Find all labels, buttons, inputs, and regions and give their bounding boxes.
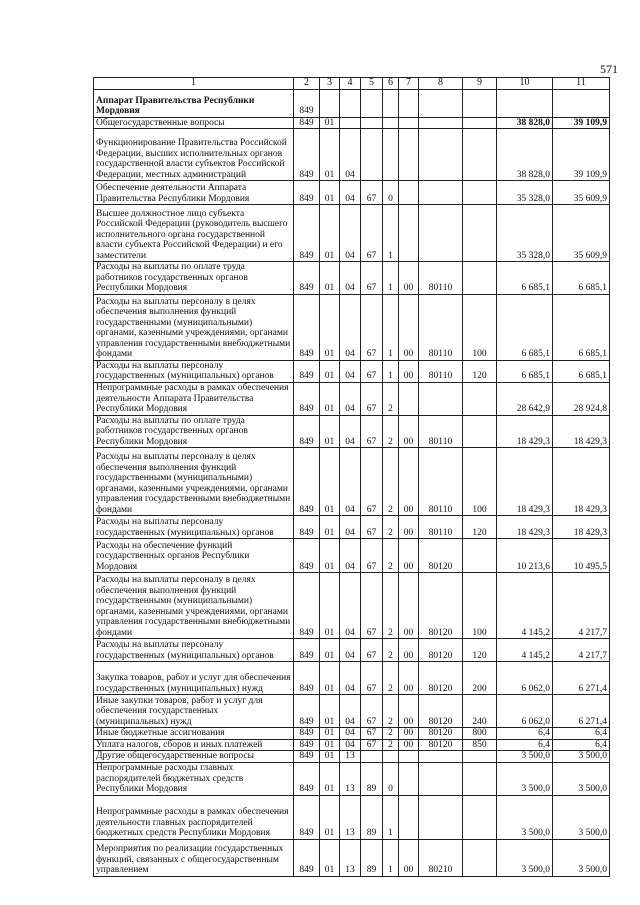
cell-gov-code: 849 (294, 448, 320, 516)
cell-direction (399, 795, 419, 839)
cell-program (361, 117, 383, 129)
column-header-5: 5 (361, 78, 383, 90)
cell-section: 01 (320, 181, 340, 205)
row-name: Уплата налогов, сборов и иных платежей (94, 739, 294, 751)
cell-subsection: 04 (340, 360, 361, 382)
cell-subprogram: 1 (383, 839, 399, 876)
cell-type-code (463, 89, 497, 117)
cell-direction (399, 751, 419, 763)
cell-subsection (340, 117, 361, 129)
cell-amount-year-2: 3 500,0 (553, 751, 610, 763)
cell-section: 01 (320, 839, 340, 876)
header-row (94, 78, 610, 90)
cell-section: 01 (320, 294, 340, 360)
cell-section: 01 (320, 415, 340, 448)
cell-section: 01 (320, 205, 340, 262)
row-name: Расходы на выплаты персоналу государственных (муниципальных) органов (94, 516, 294, 539)
cell-program: 67 (361, 360, 383, 382)
cell-subprogram: 2 (383, 539, 399, 573)
cell-subsection: 04 (340, 181, 361, 205)
table-row (94, 728, 610, 740)
cell-gov-code: 849 (294, 415, 320, 448)
column-header-8: 8 (419, 78, 463, 90)
table-row (94, 181, 610, 205)
cell-gov-code: 849 (294, 728, 320, 740)
row-name: Расходы на выплаты персоналу государственных (муниципальных) органов (94, 639, 294, 662)
cell-section: 01 (320, 539, 340, 573)
cell-amount-year-1: 18 429,3 (497, 448, 553, 516)
cell-subprogram (383, 117, 399, 129)
column-header-6: 6 (383, 78, 399, 90)
cell-program: 67 (361, 205, 383, 262)
cell-program: 67 (361, 728, 383, 740)
cell-type-code (463, 415, 497, 448)
row-name: Расходы на выплаты персоналу в целях обеспечения выполнения функций государственными (муниципальными) органами, казенными учреждениями, органами управления государственными внебюджетными фондами (94, 573, 294, 639)
cell-amount-year-2: 10 495,5 (553, 539, 610, 573)
cell-amount-year-1: 3 500,0 (497, 795, 553, 839)
cell-direction: 00 (399, 695, 419, 728)
cell-section: 01 (320, 382, 340, 415)
cell-program: 89 (361, 795, 383, 839)
cell-program: 67 (361, 415, 383, 448)
column-header-3: 3 (320, 78, 340, 90)
cell-expense-code: 80120 (419, 728, 463, 740)
cell-section: 01 (320, 762, 340, 795)
cell-expense-code (419, 117, 463, 129)
table-row (94, 739, 610, 751)
cell-type-code: 120 (463, 516, 497, 539)
cell-subsection: 04 (340, 573, 361, 639)
cell-amount-year-2: 35 609,9 (553, 205, 610, 262)
cell-type-code: 240 (463, 695, 497, 728)
cell-direction (399, 117, 419, 129)
cell-gov-code: 849 (294, 695, 320, 728)
cell-direction: 00 (399, 639, 419, 662)
cell-subprogram: 0 (383, 181, 399, 205)
table-row (94, 89, 610, 117)
cell-type-code: 100 (463, 294, 497, 360)
cell-program: 67 (361, 516, 383, 539)
cell-subsection: 04 (340, 294, 361, 360)
table-row (94, 762, 610, 795)
cell-program (361, 89, 383, 117)
cell-amount-year-1: 35 328,0 (497, 181, 553, 205)
cell-type-code (463, 205, 497, 262)
table-row (94, 751, 610, 763)
row-name: Мероприятия по реализации государственных функций, связанных с общегосударственным управлением (94, 839, 294, 876)
cell-subsection: 04 (340, 739, 361, 751)
cell-gov-code: 849 (294, 573, 320, 639)
row-name: Иные закупки товаров, работ и услуг для обеспечения государственных (муниципальных) нужд (94, 695, 294, 728)
cell-program: 89 (361, 762, 383, 795)
row-name: Иные бюджетные ассигнования (94, 728, 294, 740)
cell-gov-code: 849 (294, 739, 320, 751)
cell-expense-code (419, 751, 463, 763)
cell-subprogram: 2 (383, 728, 399, 740)
cell-amount-year-2: 35 609,9 (553, 181, 610, 205)
table-row (94, 662, 610, 695)
cell-amount-year-1: 35 328,0 (497, 205, 553, 262)
cell-subprogram: 1 (383, 262, 399, 295)
cell-section: 01 (320, 573, 340, 639)
cell-direction (399, 129, 419, 181)
row-name: Расходы на выплаты по оплате труда работников государственных органов Республики Мордовия (94, 415, 294, 448)
cell-expense-code: 80120 (419, 739, 463, 751)
cell-section: 01 (320, 728, 340, 740)
cell-subsection: 13 (340, 762, 361, 795)
cell-amount-year-1 (497, 89, 553, 117)
cell-subsection: 04 (340, 415, 361, 448)
cell-subprogram: 2 (383, 415, 399, 448)
cell-gov-code: 849 (294, 639, 320, 662)
cell-amount-year-2: 39 109,9 (553, 129, 610, 181)
cell-section (320, 89, 340, 117)
row-name: Расходы на выплаты персоналу государственных (муниципальных) органов (94, 360, 294, 382)
cell-program (361, 129, 383, 181)
table-row (94, 695, 610, 728)
cell-type-code: 100 (463, 573, 497, 639)
cell-subprogram (383, 129, 399, 181)
cell-program (361, 751, 383, 763)
table-row (94, 795, 610, 839)
cell-expense-code (419, 382, 463, 415)
table-row (94, 205, 610, 262)
cell-expense-code (419, 89, 463, 117)
cell-amount-year-2: 6 685,1 (553, 360, 610, 382)
cell-subprogram: 2 (383, 516, 399, 539)
cell-section: 01 (320, 662, 340, 695)
row-name: Непрограммные расходы главных распорядителей бюджетных средств Республики Мордовия (94, 762, 294, 795)
cell-subprogram: 1 (383, 795, 399, 839)
cell-amount-year-1: 6 062,0 (497, 695, 553, 728)
column-header-10: 10 (497, 78, 553, 90)
cell-amount-year-1: 3 500,0 (497, 762, 553, 795)
column-header-7: 7 (399, 78, 419, 90)
cell-subsection: 13 (340, 839, 361, 876)
cell-expense-code: 80120 (419, 695, 463, 728)
cell-gov-code: 849 (294, 294, 320, 360)
cell-direction: 00 (399, 573, 419, 639)
column-header-4: 4 (340, 78, 361, 90)
cell-gov-code: 849 (294, 762, 320, 795)
cell-section: 01 (320, 639, 340, 662)
cell-subsection: 13 (340, 751, 361, 763)
table-row (94, 539, 610, 573)
cell-direction: 00 (399, 360, 419, 382)
cell-subprogram: 1 (383, 294, 399, 360)
cell-amount-year-1: 3 500,0 (497, 751, 553, 763)
cell-expense-code (419, 205, 463, 262)
cell-program: 67 (361, 739, 383, 751)
cell-type-code (463, 751, 497, 763)
cell-amount-year-2: 18 429,3 (553, 415, 610, 448)
cell-gov-code: 849 (294, 662, 320, 695)
cell-amount-year-1: 4 145,2 (497, 639, 553, 662)
cell-amount-year-1: 38 828,0 (497, 117, 553, 129)
row-name: Высшее должностное лицо субъекта Российской Федерации (руководитель высшего исполнительного органа государственной власти субъекта Российской Федерации) и его заместители (94, 205, 294, 262)
cell-type-code: 120 (463, 639, 497, 662)
table-row (94, 415, 610, 448)
cell-amount-year-1: 6 062,0 (497, 662, 553, 695)
cell-amount-year-2: 6,4 (553, 739, 610, 751)
cell-amount-year-2: 4 217,7 (553, 573, 610, 639)
cell-direction: 00 (399, 739, 419, 751)
cell-program: 67 (361, 539, 383, 573)
cell-amount-year-1: 10 213,6 (497, 539, 553, 573)
cell-subsection: 04 (340, 382, 361, 415)
table-row (94, 262, 610, 295)
cell-direction: 00 (399, 448, 419, 516)
cell-subsection: 04 (340, 639, 361, 662)
cell-program: 89 (361, 839, 383, 876)
cell-section: 01 (320, 448, 340, 516)
cell-subsection: 13 (340, 795, 361, 839)
cell-program: 67 (361, 448, 383, 516)
cell-direction (399, 382, 419, 415)
cell-section: 01 (320, 117, 340, 129)
cell-subprogram (383, 751, 399, 763)
cell-section: 01 (320, 751, 340, 763)
cell-expense-code: 80120 (419, 539, 463, 573)
cell-gov-code: 849 (294, 129, 320, 181)
table-row (94, 639, 610, 662)
cell-gov-code: 849 (294, 262, 320, 295)
cell-section: 01 (320, 695, 340, 728)
cell-direction: 00 (399, 839, 419, 876)
cell-gov-code: 849 (294, 360, 320, 382)
cell-expense-code: 80110 (419, 262, 463, 295)
cell-amount-year-2: 6 271,4 (553, 695, 610, 728)
cell-subsection: 04 (340, 205, 361, 262)
cell-subsection: 04 (340, 695, 361, 728)
cell-subsection: 04 (340, 539, 361, 573)
table-row (94, 516, 610, 539)
cell-gov-code: 849 (294, 117, 320, 129)
row-name: Расходы на выплаты персоналу в целях обеспечения выполнения функций государственными (муниципальными) органами, казенными учреждениями, органами управления государственными внебюджетными фондами (94, 294, 294, 360)
cell-amount-year-1: 4 145,2 (497, 573, 553, 639)
cell-subprogram: 2 (383, 662, 399, 695)
row-name: Непрограммные расходы в рамках обеспечения деятельности главных распорядителей бюджетных средств Республики Мордовия (94, 795, 294, 839)
cell-section: 01 (320, 739, 340, 751)
cell-amount-year-2: 3 500,0 (553, 839, 610, 876)
cell-subsection: 04 (340, 662, 361, 695)
cell-program: 67 (361, 294, 383, 360)
row-name: Обеспечение деятельности Аппарата Правительства Республики Мордовия (94, 181, 294, 205)
cell-section: 01 (320, 360, 340, 382)
cell-subprogram: 2 (383, 695, 399, 728)
row-name: Расходы на выплаты по оплате труда работников государственных органов Республики Мордовия (94, 262, 294, 295)
cell-type-code: 850 (463, 739, 497, 751)
column-header-11: 11 (553, 78, 610, 90)
column-header-1: 1 (94, 78, 294, 90)
cell-amount-year-1: 28 642,9 (497, 382, 553, 415)
cell-amount-year-2: 28 924,8 (553, 382, 610, 415)
cell-amount-year-2: 4 217,7 (553, 639, 610, 662)
table-row (94, 294, 610, 360)
cell-amount-year-2: 6 685,1 (553, 294, 610, 360)
cell-gov-code: 849 (294, 181, 320, 205)
cell-direction (399, 181, 419, 205)
cell-gov-code: 849 (294, 89, 320, 117)
cell-program: 67 (361, 695, 383, 728)
table-row (94, 448, 610, 516)
table-row (94, 839, 610, 876)
cell-type-code: 120 (463, 360, 497, 382)
cell-expense-code: 80120 (419, 662, 463, 695)
row-name: Другие общегосударственные вопросы (94, 751, 294, 763)
cell-amount-year-2: 6,4 (553, 728, 610, 740)
table-row (94, 360, 610, 382)
cell-expense-code: 80110 (419, 294, 463, 360)
cell-type-code (463, 181, 497, 205)
cell-subsection (340, 89, 361, 117)
cell-amount-year-2: 3 500,0 (553, 762, 610, 795)
cell-subprogram: 2 (383, 573, 399, 639)
cell-subsection: 04 (340, 448, 361, 516)
row-name: Общегосударственные вопросы (94, 117, 294, 129)
cell-amount-year-1: 6,4 (497, 728, 553, 740)
row-name: Аппарат Правительства Республики Мордовия (94, 89, 294, 117)
cell-subsection: 04 (340, 262, 361, 295)
cell-section: 01 (320, 795, 340, 839)
cell-subsection: 04 (340, 516, 361, 539)
cell-gov-code: 849 (294, 839, 320, 876)
cell-type-code (463, 839, 497, 876)
row-name: Закупка товаров, работ и услуг для обеспечения государственных (муниципальных) нужд (94, 662, 294, 695)
table-row (94, 382, 610, 415)
cell-section: 01 (320, 129, 340, 181)
cell-subprogram (383, 89, 399, 117)
cell-type-code (463, 539, 497, 573)
row-name: Расходы на обеспечение функций государственных органов Республики Мордовия (94, 539, 294, 573)
cell-section: 01 (320, 516, 340, 539)
column-header-9: 9 (463, 78, 497, 90)
cell-program: 67 (361, 262, 383, 295)
cell-direction: 00 (399, 539, 419, 573)
cell-subsection: 04 (340, 129, 361, 181)
cell-direction (399, 762, 419, 795)
cell-amount-year-2: 6 685,1 (553, 262, 610, 295)
cell-subprogram: 1 (383, 205, 399, 262)
cell-subprogram: 2 (383, 382, 399, 415)
cell-amount-year-2: 3 500,0 (553, 795, 610, 839)
row-name: Расходы на выплаты персоналу в целях обеспечения выполнения функций государственными (муниципальными) органами, казенными учреждениями, органами управления государственными внебюджетными фондами (94, 448, 294, 516)
cell-direction: 00 (399, 662, 419, 695)
cell-amount-year-1: 18 429,3 (497, 516, 553, 539)
cell-program: 67 (361, 181, 383, 205)
cell-program: 67 (361, 382, 383, 415)
cell-program: 67 (361, 662, 383, 695)
cell-direction: 00 (399, 516, 419, 539)
cell-gov-code: 849 (294, 539, 320, 573)
cell-amount-year-2: 18 429,3 (553, 448, 610, 516)
cell-type-code (463, 795, 497, 839)
cell-program: 67 (361, 573, 383, 639)
cell-amount-year-1: 3 500,0 (497, 839, 553, 876)
table-row (94, 117, 610, 129)
cell-gov-code: 849 (294, 382, 320, 415)
cell-type-code (463, 117, 497, 129)
cell-expense-code: 80120 (419, 573, 463, 639)
cell-type-code (463, 129, 497, 181)
cell-gov-code: 849 (294, 751, 320, 763)
row-name: Непрограммные расходы в рамках обеспечения деятельности Аппарата Правительства Республики Мордовия (94, 382, 294, 415)
budget-table (93, 77, 610, 877)
cell-subprogram: 0 (383, 762, 399, 795)
cell-subprogram: 2 (383, 639, 399, 662)
column-header-2: 2 (294, 78, 320, 90)
cell-amount-year-1: 6 685,1 (497, 262, 553, 295)
cell-type-code: 100 (463, 448, 497, 516)
cell-gov-code: 849 (294, 205, 320, 262)
cell-direction (399, 89, 419, 117)
cell-type-code: 800 (463, 728, 497, 740)
cell-expense-code (419, 181, 463, 205)
cell-gov-code: 849 (294, 516, 320, 539)
cell-amount-year-1: 6,4 (497, 739, 553, 751)
cell-amount-year-1: 6 685,1 (497, 360, 553, 382)
cell-type-code: 200 (463, 662, 497, 695)
cell-gov-code: 849 (294, 795, 320, 839)
cell-expense-code: 80110 (419, 415, 463, 448)
cell-direction: 00 (399, 728, 419, 740)
cell-expense-code (419, 762, 463, 795)
cell-expense-code (419, 795, 463, 839)
cell-expense-code: 80120 (419, 639, 463, 662)
cell-subprogram: 1 (383, 360, 399, 382)
cell-direction: 00 (399, 262, 419, 295)
cell-subprogram: 2 (383, 739, 399, 751)
cell-section: 01 (320, 262, 340, 295)
cell-expense-code: 80210 (419, 839, 463, 876)
cell-expense-code (419, 129, 463, 181)
cell-expense-code: 80110 (419, 448, 463, 516)
cell-type-code (463, 762, 497, 795)
cell-amount-year-2: 18 429,3 (553, 516, 610, 539)
cell-amount-year-2 (553, 89, 610, 117)
cell-amount-year-2: 6 271,4 (553, 662, 610, 695)
cell-amount-year-1: 6 685,1 (497, 294, 553, 360)
cell-direction: 00 (399, 294, 419, 360)
table-row (94, 573, 610, 639)
page-number: 571 (600, 62, 618, 76)
cell-direction (399, 205, 419, 262)
cell-type-code (463, 262, 497, 295)
cell-expense-code: 80110 (419, 360, 463, 382)
cell-program: 67 (361, 639, 383, 662)
cell-amount-year-1: 38 828,0 (497, 129, 553, 181)
cell-direction: 00 (399, 415, 419, 448)
cell-subprogram: 2 (383, 448, 399, 516)
row-name: Функционирование Правительства Российской Федерации, высших исполнительных органов государственной власти субъектов Российской Федерации, местных администраций (94, 129, 294, 181)
table-row (94, 129, 610, 181)
cell-amount-year-1: 18 429,3 (497, 415, 553, 448)
cell-type-code (463, 382, 497, 415)
cell-expense-code: 80110 (419, 516, 463, 539)
cell-subsection: 04 (340, 728, 361, 740)
cell-amount-year-2: 39 109,9 (553, 117, 610, 129)
